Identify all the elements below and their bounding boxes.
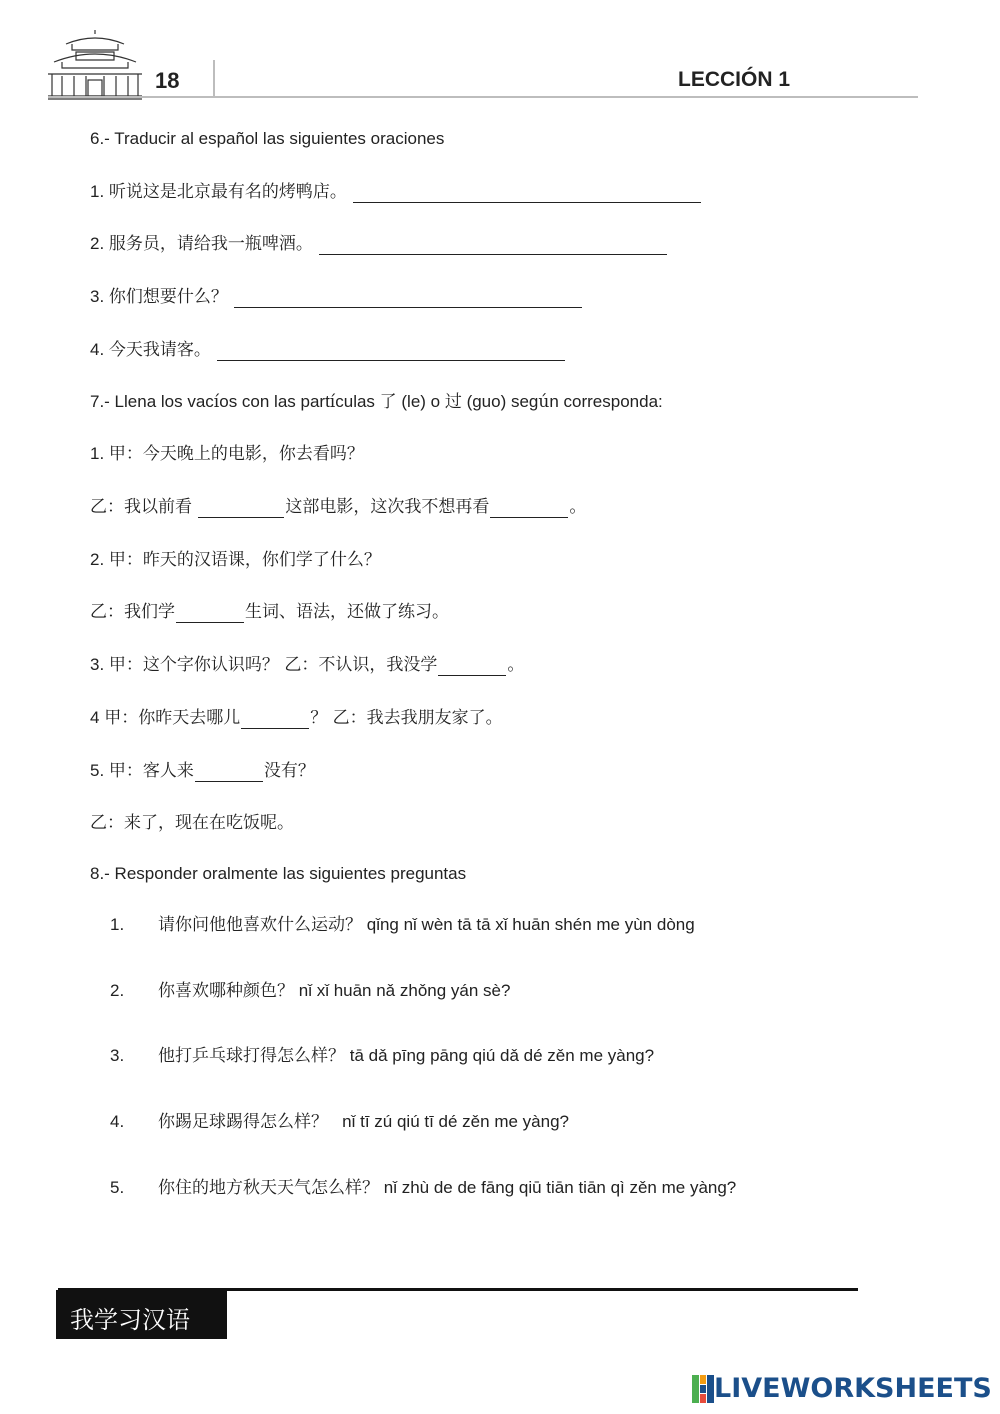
s8-item-2-hanzi: 你喜欢哪种颜色？ <box>158 981 294 1001</box>
s7-q5-text: 没有？ <box>263 761 315 781</box>
s7-title-part: ú <box>538 392 550 412</box>
s7-q5-num: 5. <box>90 761 105 780</box>
s7-q4 <box>90 707 503 729</box>
s7-q1-blank-2[interactable] <box>490 499 568 518</box>
s6-item-1-answer-input[interactable] <box>353 184 701 203</box>
s7-title-part: (le) o <box>396 392 445 411</box>
s8-item-4-num: 4. <box>110 1112 125 1131</box>
s7-q1-blank-1[interactable] <box>198 499 284 518</box>
s7-q2-b-text: 生词、语法，还做了练习。 <box>245 602 449 622</box>
s7-q2-b <box>90 601 449 623</box>
s6-item-1 <box>90 181 702 203</box>
liveworksheets-logo-icon <box>692 1375 714 1403</box>
section-6-title: 6.- Traducir al español las siguientes oraciones <box>90 129 445 148</box>
s8-item-5-num: 5. <box>110 1178 125 1197</box>
s8-item-3 <box>110 1045 654 1067</box>
s7-q4-text: 甲：你昨天去哪儿 <box>104 708 241 728</box>
section-8-title: 8.- Responder oralmente las siguientes preguntas <box>90 864 467 883</box>
s6-item-2 <box>90 233 668 255</box>
s6-item-4-answer-input[interactable] <box>217 342 565 361</box>
s7-title-part: í <box>329 392 336 412</box>
s8-item-3-hanzi: 他打乒乓球打得怎么样？ <box>158 1046 345 1066</box>
s6-item-3-text: 你们想要什么？ <box>108 287 228 307</box>
s6-item-2-answer-input[interactable] <box>319 236 667 255</box>
s7-q3-blank[interactable] <box>438 657 506 676</box>
header-rule <box>48 96 918 98</box>
s7-title-part: (guo) seg <box>461 392 539 411</box>
s6-item-3 <box>90 286 583 308</box>
s7-q5-text: 甲：客人来 <box>108 761 194 781</box>
s8-item-1 <box>110 914 695 936</box>
temple-icon <box>46 28 144 100</box>
s7-q1-b <box>90 496 586 518</box>
section-7-title <box>90 391 663 413</box>
s7-particle-le: 了 <box>379 392 397 412</box>
s8-item-1-hanzi: 请你问他他喜欢什么运动？ <box>158 915 362 935</box>
s7-q1-b-text: 乙：我以前看 <box>90 497 198 517</box>
s7-q1-question: 甲：今天晚上的电影，你去看吗？ <box>108 444 364 464</box>
s7-q3-text: 甲：这个字你认识吗？ 乙：不认识，我没学 <box>108 655 438 675</box>
s8-item-2-pinyin: nǐ xǐ huān nǎ zhǒng yán sè? <box>298 981 511 1000</box>
s7-particle-guo: 过 <box>444 392 462 412</box>
s7-q1-b-text: 。 <box>569 497 587 517</box>
s7-title-part: os con las part <box>219 392 330 411</box>
page-number: 18 <box>155 68 180 93</box>
s6-item-1-text: 听说这是北京最有名的烤鸭店。 <box>108 182 347 202</box>
s8-item-2 <box>110 980 510 1002</box>
s7-q4-num: 4 <box>90 708 100 727</box>
s6-item-2-num: 2. <box>90 234 105 253</box>
s7-q1-b-text: 这部电影，这次我不想再看 <box>285 497 490 517</box>
lesson-title: LECCIÓN 1 <box>678 68 791 91</box>
s7-q5-b: 乙：来了，现在在吃饭呢。 <box>90 813 294 833</box>
s7-q3-text: 。 <box>507 655 525 675</box>
s7-q2-blank[interactable] <box>176 604 244 623</box>
s7-title-part: 7.- Llena los vac <box>90 392 214 411</box>
s7-q4-blank[interactable] <box>241 710 309 729</box>
liveworksheets-logo-text: LIVEWORKSHEETS <box>714 1373 992 1404</box>
s7-q5-blank[interactable] <box>195 763 263 782</box>
s6-item-4-text: 今天我请客。 <box>108 340 211 360</box>
s7-q1-num: 1. <box>90 444 105 463</box>
s6-item-4 <box>90 339 566 361</box>
s8-item-5-pinyin: nǐ zhù de de fāng qiū tiān tiān qì zěn me yàng? <box>383 1178 737 1197</box>
header-divider <box>213 60 215 98</box>
s7-q1-a <box>90 443 364 465</box>
s7-title-part: culas <box>335 392 380 411</box>
s8-item-1-pinyin: qǐng nǐ wèn tā tā xǐ huān shén me yùn dòng <box>366 915 695 934</box>
s7-q2-b-text: 乙：我们学 <box>90 602 175 622</box>
s7-q4-text: ？ 乙：我去我朋友家了。 <box>310 708 503 728</box>
s7-title-part: n corresponda: <box>549 392 663 411</box>
s8-item-2-num: 2. <box>110 981 125 1000</box>
s7-q3 <box>90 654 524 676</box>
s7-q5-a <box>90 760 315 782</box>
s8-item-4-pinyin: nǐ tī zú qiú tī dé zěn me yàng? <box>342 1112 569 1131</box>
liveworksheets-logo[interactable] <box>692 1374 992 1404</box>
s7-title-part: í <box>213 392 220 412</box>
s8-item-3-pinyin: tā dǎ pīng pāng qiú dǎ dé zěn me yàng? <box>349 1046 655 1065</box>
s6-item-2-text: 服务员，请给我一瓶啤酒。 <box>108 234 313 254</box>
s6-item-4-num: 4. <box>90 340 105 359</box>
footer-label: 我学习汉语 <box>70 1306 190 1334</box>
s6-item-1-num: 1. <box>90 182 105 201</box>
s7-q3-num: 3. <box>90 655 105 674</box>
s8-item-5 <box>110 1177 736 1199</box>
s7-q2-num: 2. <box>90 550 105 569</box>
s8-item-3-num: 3. <box>110 1046 125 1065</box>
s6-item-3-answer-input[interactable] <box>234 289 582 308</box>
s8-item-4 <box>110 1111 569 1133</box>
s7-q2-question: 甲：昨天的汉语课，你们学了什么？ <box>108 550 381 570</box>
s6-item-3-num: 3. <box>90 287 105 306</box>
s7-q2-a <box>90 549 381 571</box>
s8-item-5-hanzi: 你住的地方秋天天气怎么样？ <box>158 1178 379 1198</box>
s8-item-4-hanzi: 你踢足球踢得怎么样？ <box>158 1112 328 1132</box>
s8-item-1-num: 1. <box>110 915 125 934</box>
